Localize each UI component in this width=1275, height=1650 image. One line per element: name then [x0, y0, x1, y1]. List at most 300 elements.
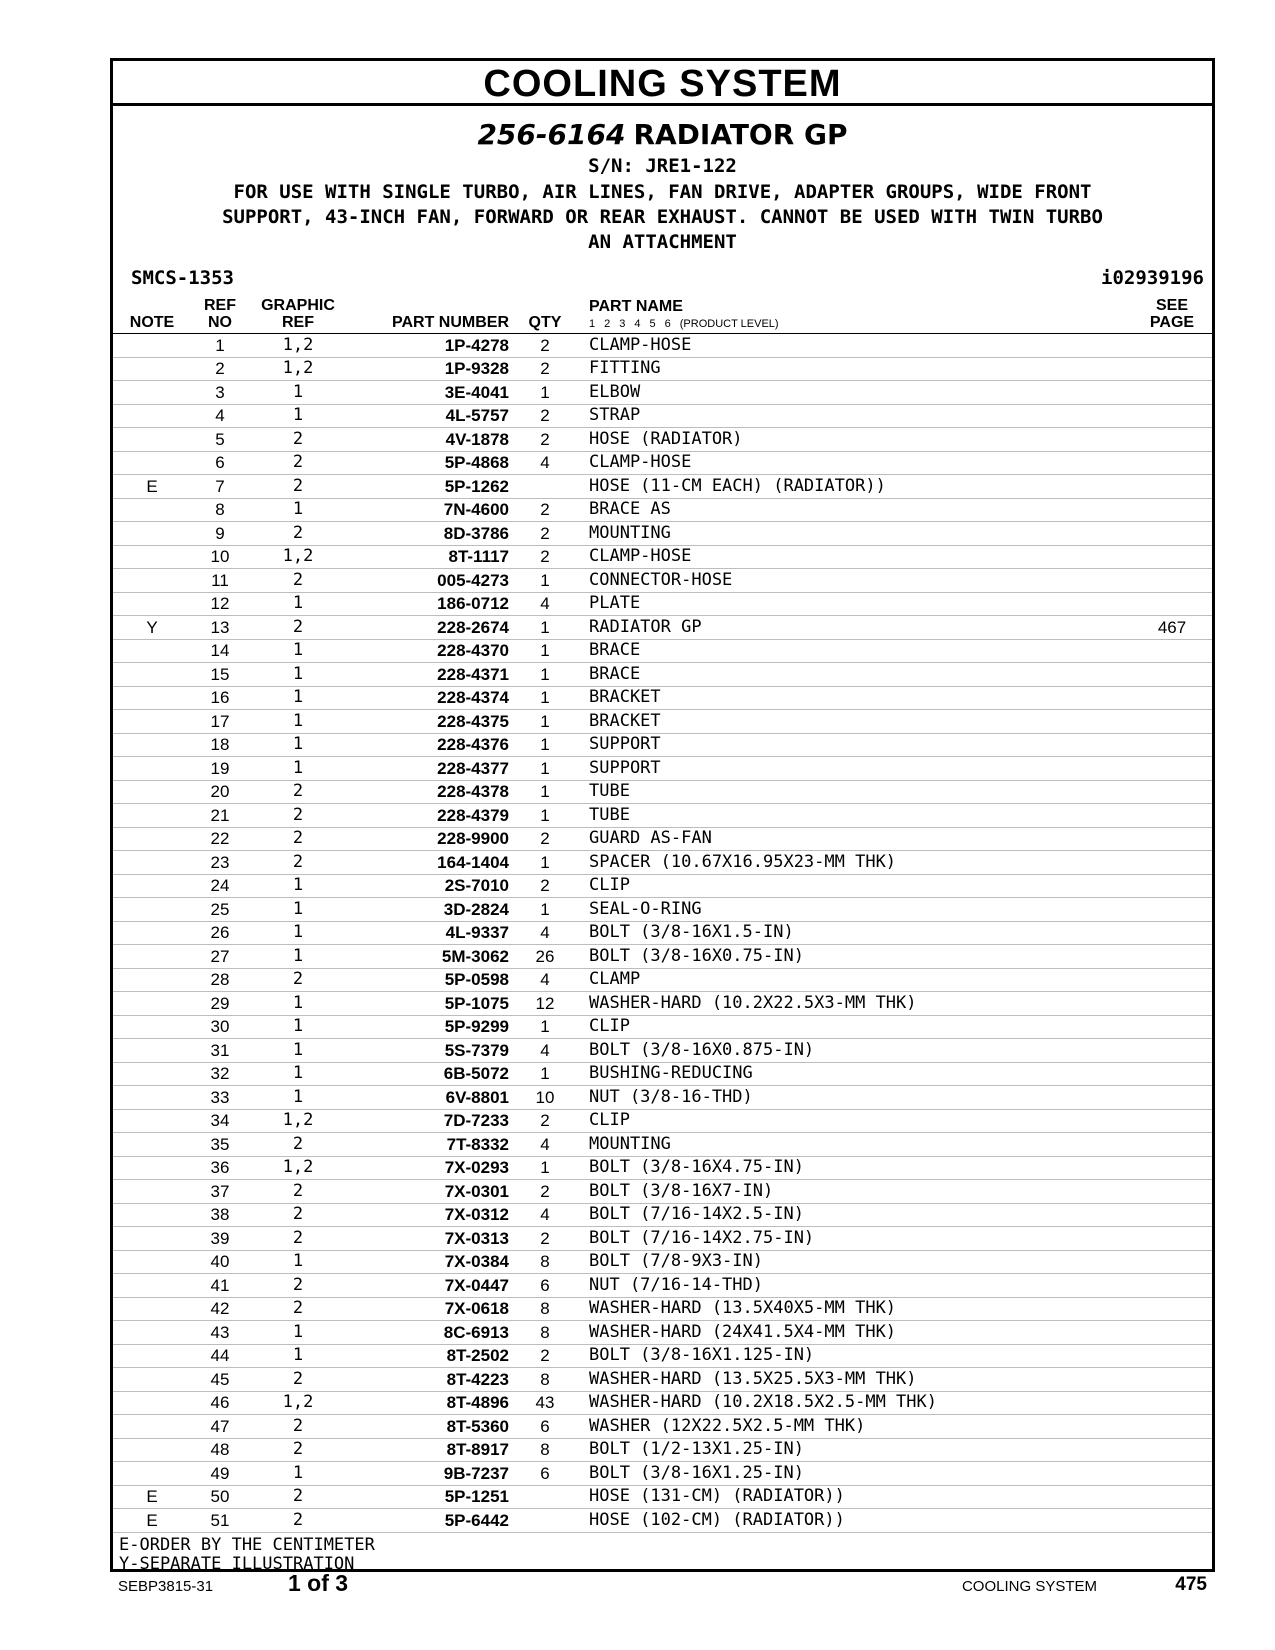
- part-number-cell: 5S-7379: [347, 1039, 517, 1063]
- parts-row: [113, 921, 1212, 945]
- parts-row: [113, 992, 1212, 1016]
- ref-no-cell: 22: [191, 827, 249, 851]
- qty-cell: 1: [517, 1062, 573, 1086]
- part-number-cell: 7N-4600: [347, 498, 517, 522]
- col-ref-no-line2: NO: [208, 314, 232, 331]
- parts-row: [113, 639, 1212, 663]
- qty-cell: [517, 1509, 573, 1533]
- page-footer: [110, 1568, 1215, 1602]
- note-cell: [113, 686, 191, 710]
- qty-cell: 1: [517, 804, 573, 828]
- see-page-cell: [1132, 639, 1212, 663]
- group-part-number: 256-6164: [477, 118, 626, 151]
- qty-cell: 1: [517, 710, 573, 734]
- see-page-cell: 467: [1132, 616, 1212, 640]
- graphic-ref-cell: 1: [249, 381, 347, 405]
- note-cell: [113, 1344, 191, 1368]
- see-page-cell: [1132, 428, 1212, 452]
- parts-row: [113, 1180, 1212, 1204]
- part-number-cell: 228-4378: [347, 780, 517, 804]
- ref-no-cell: 39: [191, 1227, 249, 1251]
- col-graphic-ref-line2: REF: [282, 314, 314, 331]
- part-name-cell: BOLT (7/8-9X3-IN): [573, 1250, 1132, 1274]
- graphic-ref-cell: 1: [249, 921, 347, 945]
- part-name-cell: ELBOW: [573, 381, 1132, 405]
- see-page-cell: [1132, 1438, 1212, 1462]
- part-name-cell: BRACE AS: [573, 498, 1132, 522]
- graphic-ref-cell: 1: [249, 1086, 347, 1110]
- graphic-ref-cell: 2: [249, 1180, 347, 1204]
- product-level: 6: [664, 318, 671, 330]
- group-description: [133, 180, 1192, 255]
- see-page-cell: [1132, 357, 1212, 381]
- ref-no-cell: 3: [191, 381, 249, 405]
- ref-no-cell: 26: [191, 921, 249, 945]
- part-number-cell: 7X-0293: [347, 1156, 517, 1180]
- part-name-cell: BOLT (3/8-16X1.125-IN): [573, 1344, 1132, 1368]
- see-page-cell: [1132, 1086, 1212, 1110]
- qty-cell: 8: [517, 1321, 573, 1345]
- part-name-cell: BRACKET: [573, 686, 1132, 710]
- parts-table-header: [113, 297, 1212, 334]
- col-graphic-ref-line1: GRAPHIC: [261, 297, 335, 314]
- ref-no-cell: 32: [191, 1062, 249, 1086]
- graphic-ref-cell: 2: [249, 1368, 347, 1392]
- graphic-ref-cell: 2: [249, 1485, 347, 1509]
- parts-row: [113, 804, 1212, 828]
- see-page-cell: [1132, 404, 1212, 428]
- qty-cell: [517, 1485, 573, 1509]
- note-cell: [113, 1297, 191, 1321]
- parts-row: [113, 1391, 1212, 1415]
- qty-cell: 1: [517, 757, 573, 781]
- part-name-cell: CLIP: [573, 1015, 1132, 1039]
- parts-row: [113, 616, 1212, 640]
- graphic-ref-cell: 2: [249, 1227, 347, 1251]
- ref-no-cell: 45: [191, 1368, 249, 1392]
- part-name-cell: CLIP: [573, 874, 1132, 898]
- col-ref-no: [191, 297, 249, 334]
- see-page-cell: [1132, 334, 1212, 358]
- note-cell: [113, 1203, 191, 1227]
- graphic-ref-cell: 1: [249, 639, 347, 663]
- product-level: 2: [604, 318, 611, 330]
- part-name-cell: BOLT (3/8-16X0.75-IN): [573, 945, 1132, 969]
- parts-row: [113, 851, 1212, 875]
- parts-row: [113, 898, 1212, 922]
- see-page-cell: [1132, 592, 1212, 616]
- footer-section-name: COOLING SYSTEM: [961, 1578, 1097, 1595]
- graphic-ref-cell: 1: [249, 898, 347, 922]
- part-number-cell: 3D-2824: [347, 898, 517, 922]
- note-cell: [113, 1015, 191, 1039]
- part-number-cell: 5P-0598: [347, 968, 517, 992]
- part-number-cell: 228-4379: [347, 804, 517, 828]
- see-page-cell: [1132, 733, 1212, 757]
- ref-no-cell: 41: [191, 1274, 249, 1298]
- see-page-cell: [1132, 1039, 1212, 1063]
- graphic-ref-cell: 1,2: [249, 1391, 347, 1415]
- graphic-ref-cell: 1: [249, 404, 347, 428]
- part-number-cell: 7X-0384: [347, 1250, 517, 1274]
- see-page-cell: [1132, 686, 1212, 710]
- graphic-ref-cell: 1,2: [249, 334, 347, 358]
- part-number-cell: 6V-8801: [347, 1086, 517, 1110]
- qty-cell: 4: [517, 968, 573, 992]
- graphic-ref-cell: 2: [249, 616, 347, 640]
- description-line: FOR USE WITH SINGLE TURBO, AIR LINES, FAN DRIVE, ADAPTER GROUPS, WIDE FRONT: [233, 181, 1092, 203]
- see-page-cell: [1132, 475, 1212, 499]
- id-row: [113, 265, 1212, 291]
- qty-cell: 8: [517, 1297, 573, 1321]
- graphic-ref-cell: 1: [249, 686, 347, 710]
- serial-number: S/N: JRE1-122: [588, 155, 737, 177]
- see-page-cell: [1132, 804, 1212, 828]
- part-number-cell: 8T-4896: [347, 1391, 517, 1415]
- ref-no-cell: 33: [191, 1086, 249, 1110]
- part-name-cell: BOLT (3/8-16X4.75-IN): [573, 1156, 1132, 1180]
- parts-row: [113, 968, 1212, 992]
- qty-cell: 6: [517, 1462, 573, 1486]
- ref-no-cell: 17: [191, 710, 249, 734]
- parts-row: [113, 780, 1212, 804]
- qty-cell: 2: [517, 404, 573, 428]
- graphic-ref-cell: 2: [249, 1203, 347, 1227]
- part-name-cell: CLAMP-HOSE: [573, 545, 1132, 569]
- ref-no-cell: 31: [191, 1039, 249, 1063]
- parts-row: [113, 663, 1212, 687]
- note-cell: [113, 1039, 191, 1063]
- qty-cell: 1: [517, 898, 573, 922]
- part-number-cell: 228-4370: [347, 639, 517, 663]
- part-name-cell: BOLT (3/8-16X0.875-IN): [573, 1039, 1132, 1063]
- see-page-cell: [1132, 1062, 1212, 1086]
- ref-no-cell: 34: [191, 1109, 249, 1133]
- note-cell: [113, 1462, 191, 1486]
- part-number-cell: 1P-4278: [347, 334, 517, 358]
- see-page-cell: [1132, 1203, 1212, 1227]
- part-name-cell: HOSE (131-CM) (RADIATOR)): [573, 1485, 1132, 1509]
- ref-no-cell: 47: [191, 1415, 249, 1439]
- part-name-cell: BRACE: [573, 639, 1132, 663]
- note-cell: [113, 639, 191, 663]
- note-cell: [113, 381, 191, 405]
- graphic-ref-cell: 1: [249, 733, 347, 757]
- description-line: AN ATTACHMENT: [588, 231, 737, 253]
- ref-no-cell: 5: [191, 428, 249, 452]
- graphic-ref-cell: 2: [249, 1133, 347, 1157]
- part-name-cell: BOLT (3/8-16X1.25-IN): [573, 1462, 1132, 1486]
- part-name-cell: STRAP: [573, 404, 1132, 428]
- part-name-cell: BUSHING-REDUCING: [573, 1062, 1132, 1086]
- part-name-cell: BOLT (3/8-16X7-IN): [573, 1180, 1132, 1204]
- note-cell: [113, 663, 191, 687]
- parts-row: [113, 1485, 1212, 1509]
- ref-no-cell: 14: [191, 639, 249, 663]
- part-name-cell: BOLT (1/2-13X1.25-IN): [573, 1438, 1132, 1462]
- part-number-cell: 8T-2502: [347, 1344, 517, 1368]
- col-qty: QTY: [517, 297, 573, 334]
- part-name-cell: NUT (3/8-16-THD): [573, 1086, 1132, 1110]
- qty-cell: 4: [517, 921, 573, 945]
- part-number-cell: 1P-9328: [347, 357, 517, 381]
- note-cell: E: [113, 1485, 191, 1509]
- ref-no-cell: 18: [191, 733, 249, 757]
- graphic-ref-cell: 1: [249, 945, 347, 969]
- part-name-cell: WASHER-HARD (24X41.5X4-MM THK): [573, 1321, 1132, 1345]
- part-name-cell: BRACE: [573, 663, 1132, 687]
- parts-row: [113, 710, 1212, 734]
- part-name-cell: MOUNTING: [573, 1133, 1132, 1157]
- note-cell: [113, 757, 191, 781]
- parts-row: [113, 475, 1212, 499]
- parts-row: [113, 1344, 1212, 1368]
- parts-row: [113, 1368, 1212, 1392]
- see-page-cell: [1132, 1509, 1212, 1533]
- graphic-ref-cell: 2: [249, 827, 347, 851]
- part-name-cell: CLAMP-HOSE: [573, 334, 1132, 358]
- ref-no-cell: 6: [191, 451, 249, 475]
- part-number-cell: 7T-8332: [347, 1133, 517, 1157]
- part-number-cell: 4L-5757: [347, 404, 517, 428]
- part-name-cell: HOSE (RADIATOR): [573, 428, 1132, 452]
- parts-table: [113, 297, 1212, 1533]
- part-number-cell: 186-0712: [347, 592, 517, 616]
- part-number-cell: 4L-9337: [347, 921, 517, 945]
- qty-cell: 4: [517, 1203, 573, 1227]
- footnote: E-ORDER BY THE CENTIMETER: [119, 1534, 375, 1555]
- part-name-cell: WASHER-HARD (10.2X22.5X3-MM THK): [573, 992, 1132, 1016]
- graphic-ref-cell: 2: [249, 1438, 347, 1462]
- part-number-cell: 228-4375: [347, 710, 517, 734]
- ref-no-cell: 35: [191, 1133, 249, 1157]
- parts-row: [113, 1415, 1212, 1439]
- note-cell: [113, 1321, 191, 1345]
- part-number-cell: 5P-9299: [347, 1015, 517, 1039]
- qty-cell: 1: [517, 780, 573, 804]
- part-number-cell: 228-4377: [347, 757, 517, 781]
- ref-no-cell: 40: [191, 1250, 249, 1274]
- ref-no-cell: 16: [191, 686, 249, 710]
- qty-cell: 2: [517, 827, 573, 851]
- note-cell: [113, 874, 191, 898]
- qty-cell: 8: [517, 1368, 573, 1392]
- col-part-number: PART NUMBER: [347, 297, 517, 334]
- part-name-cell: CLAMP: [573, 968, 1132, 992]
- see-page-cell: [1132, 1227, 1212, 1251]
- parts-row: [113, 1015, 1212, 1039]
- qty-cell: 2: [517, 545, 573, 569]
- parts-table-body: [113, 334, 1212, 1533]
- graphic-ref-cell: 2: [249, 851, 347, 875]
- parts-row: [113, 1250, 1212, 1274]
- parts-row: [113, 498, 1212, 522]
- see-page-cell: [1132, 1156, 1212, 1180]
- group-name: RADIATOR GP: [633, 118, 848, 151]
- see-page-cell: [1132, 757, 1212, 781]
- see-page-cell: [1132, 827, 1212, 851]
- see-page-cell: [1132, 1180, 1212, 1204]
- see-page-cell: [1132, 498, 1212, 522]
- graphic-ref-cell: 1: [249, 1039, 347, 1063]
- see-page-cell: [1132, 1368, 1212, 1392]
- ref-no-cell: 1: [191, 334, 249, 358]
- parts-row: [113, 357, 1212, 381]
- parts-row: [113, 569, 1212, 593]
- see-page-cell: [1132, 545, 1212, 569]
- parts-row: [113, 451, 1212, 475]
- parts-row: [113, 1227, 1212, 1251]
- graphic-ref-cell: 2: [249, 428, 347, 452]
- qty-cell: 2: [517, 498, 573, 522]
- parts-row: [113, 592, 1212, 616]
- note-cell: [113, 945, 191, 969]
- part-number-cell: 5P-6442: [347, 1509, 517, 1533]
- note-cell: [113, 334, 191, 358]
- part-number-cell: 7X-0618: [347, 1297, 517, 1321]
- col-graphic-ref: [249, 297, 347, 334]
- graphic-ref-cell: 1: [249, 874, 347, 898]
- qty-cell: 2: [517, 522, 573, 546]
- part-number-cell: 4V-1878: [347, 428, 517, 452]
- ref-no-cell: 13: [191, 616, 249, 640]
- part-name-cell: RADIATOR GP: [573, 616, 1132, 640]
- parts-row: [113, 686, 1212, 710]
- parts-row: [113, 1438, 1212, 1462]
- description-line: SUPPORT, 43-INCH FAN, FORWARD OR REAR EXHAUST. CANNOT BE USED WITH TWIN TURBO: [222, 206, 1103, 228]
- note-cell: [113, 921, 191, 945]
- note-cell: [113, 357, 191, 381]
- col-note: NOTE: [113, 297, 191, 334]
- part-name-cell: WASHER-HARD (13.5X25.5X3-MM THK): [573, 1368, 1132, 1392]
- part-number-cell: 8T-1117: [347, 545, 517, 569]
- product-level: 1: [589, 318, 596, 330]
- part-name-cell: CLAMP-HOSE: [573, 451, 1132, 475]
- qty-cell: 8: [517, 1250, 573, 1274]
- product-level: 3: [619, 318, 626, 330]
- graphic-ref-cell: 2: [249, 780, 347, 804]
- parts-row: [113, 1509, 1212, 1533]
- product-level: 5: [649, 318, 656, 330]
- note-cell: [113, 1062, 191, 1086]
- note-cell: Y: [113, 616, 191, 640]
- note-cell: [113, 992, 191, 1016]
- qty-cell: 2: [517, 1109, 573, 1133]
- graphic-ref-cell: 2: [249, 968, 347, 992]
- graphic-ref-cell: 2: [249, 1415, 347, 1439]
- note-cell: [113, 545, 191, 569]
- see-page-cell: [1132, 1250, 1212, 1274]
- ref-no-cell: 46: [191, 1391, 249, 1415]
- graphic-ref-cell: 1: [249, 498, 347, 522]
- graphic-ref-cell: 1: [249, 1321, 347, 1345]
- part-number-cell: 7X-0447: [347, 1274, 517, 1298]
- part-name-cell: SEAL-O-RING: [573, 898, 1132, 922]
- ref-no-cell: 8: [191, 498, 249, 522]
- col-ref-no-line1: REF: [204, 297, 236, 314]
- part-name-cell: BRACKET: [573, 710, 1132, 734]
- see-page-cell: [1132, 522, 1212, 546]
- qty-cell: 2: [517, 874, 573, 898]
- graphic-ref-cell: 2: [249, 804, 347, 828]
- note-cell: [113, 898, 191, 922]
- qty-cell: 1: [517, 616, 573, 640]
- ref-no-cell: 28: [191, 968, 249, 992]
- see-page-cell: [1132, 780, 1212, 804]
- see-page-cell: [1132, 898, 1212, 922]
- qty-cell: 4: [517, 1133, 573, 1157]
- graphic-ref-cell: 1: [249, 710, 347, 734]
- ref-no-cell: 48: [191, 1438, 249, 1462]
- part-name-cell: SUPPORT: [573, 757, 1132, 781]
- graphic-ref-cell: 1: [249, 1062, 347, 1086]
- see-page-cell: [1132, 1462, 1212, 1486]
- graphic-ref-cell: 1,2: [249, 1109, 347, 1133]
- ref-no-cell: 21: [191, 804, 249, 828]
- col-see-page-line2: PAGE: [1149, 314, 1195, 331]
- note-cell: [113, 1250, 191, 1274]
- ref-no-cell: 50: [191, 1485, 249, 1509]
- product-level-scale: [589, 317, 1132, 331]
- part-number-cell: 5M-3062: [347, 945, 517, 969]
- part-name-cell: FITTING: [573, 357, 1132, 381]
- note-cell: [113, 968, 191, 992]
- see-page-cell: [1132, 1344, 1212, 1368]
- ref-no-cell: 4: [191, 404, 249, 428]
- part-name-cell: BOLT (7/16-14X2.5-IN): [573, 1203, 1132, 1227]
- ref-no-cell: 23: [191, 851, 249, 875]
- graphic-ref-cell: 2: [249, 522, 347, 546]
- col-part-name: [573, 297, 1132, 334]
- see-page-cell: [1132, 874, 1212, 898]
- parts-row: [113, 1203, 1212, 1227]
- parts-row: [113, 404, 1212, 428]
- see-page-cell: [1132, 851, 1212, 875]
- part-name-cell: SUPPORT: [573, 733, 1132, 757]
- ref-no-cell: 9: [191, 522, 249, 546]
- qty-cell: 4: [517, 592, 573, 616]
- graphic-ref-cell: 2: [249, 569, 347, 593]
- parts-row: [113, 1039, 1212, 1063]
- part-number-cell: 228-4376: [347, 733, 517, 757]
- ref-no-cell: 20: [191, 780, 249, 804]
- qty-cell: 2: [517, 357, 573, 381]
- illustration-id: i02939196: [1101, 267, 1204, 289]
- col-part-name-label: PART NAME: [589, 298, 683, 315]
- section-title: COOLING SYSTEM: [113, 61, 1212, 106]
- qty-cell: 1: [517, 381, 573, 405]
- part-name-cell: NUT (7/16-14-THD): [573, 1274, 1132, 1298]
- part-number-cell: 228-2674: [347, 616, 517, 640]
- part-name-cell: BOLT (7/16-14X2.75-IN): [573, 1227, 1132, 1251]
- part-name-cell: WASHER (12X22.5X2.5-MM THK): [573, 1415, 1132, 1439]
- note-cell: [113, 827, 191, 851]
- parts-row: [113, 827, 1212, 851]
- graphic-ref-cell: 1,2: [249, 1156, 347, 1180]
- part-name-cell: WASHER-HARD (10.2X18.5X2.5-MM THK): [573, 1391, 1132, 1415]
- graphic-ref-cell: 1: [249, 992, 347, 1016]
- graphic-ref-cell: 1: [249, 1344, 347, 1368]
- part-name-cell: CLIP: [573, 1109, 1132, 1133]
- graphic-ref-cell: 1: [249, 757, 347, 781]
- part-number-cell: 5P-1075: [347, 992, 517, 1016]
- note-cell: [113, 428, 191, 452]
- see-page-cell: [1132, 921, 1212, 945]
- ref-no-cell: 11: [191, 569, 249, 593]
- note-cell: [113, 569, 191, 593]
- part-number-cell: 7X-0313: [347, 1227, 517, 1251]
- qty-cell: 6: [517, 1274, 573, 1298]
